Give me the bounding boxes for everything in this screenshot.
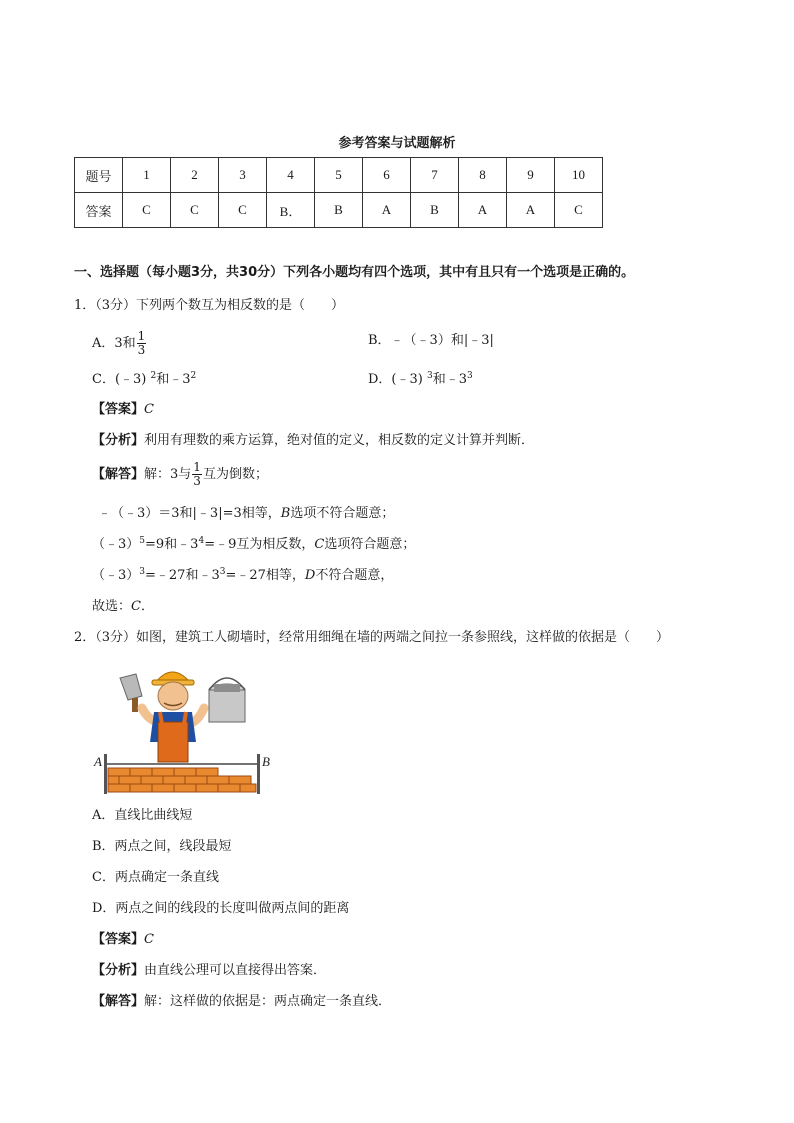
answer-table-answer: C xyxy=(171,193,219,228)
solution-text: =﹣27和﹣3 xyxy=(145,568,220,583)
solution-text: 不符合题意， xyxy=(315,568,394,583)
answer-table-answer: B xyxy=(315,193,363,228)
answer-table-answer: A xyxy=(459,193,507,228)
answer-table-answer: C xyxy=(555,193,603,228)
solution-text: （﹣3） xyxy=(92,568,140,583)
section-heading: 一、选择题（每小题3分，共30分）下列各小题均有四个选项，其中有且只有一个选项是正确的。 xyxy=(74,265,635,280)
exponent: 5 xyxy=(139,536,146,546)
question-1-solution-line-3 xyxy=(92,536,415,554)
question-2-answer xyxy=(92,931,154,949)
point-b-label: B xyxy=(262,754,270,769)
answer-table-number-row xyxy=(75,158,603,193)
bricklayer-illustration xyxy=(92,660,272,800)
fraction xyxy=(137,330,147,357)
question-1-solution-line-2 xyxy=(98,505,394,523)
question-1-answer xyxy=(92,401,154,419)
answer-table-number: 9 xyxy=(507,158,555,193)
question-2-option-c: C．两点确定一条直线 xyxy=(92,870,219,885)
solution-text: 选项不符合题意； xyxy=(290,506,395,521)
answer-table-header-label: 题号 xyxy=(75,158,123,193)
answer-table-number: 8 xyxy=(459,158,507,193)
question-1-solution-line-1 xyxy=(92,461,268,488)
exponent: 3 xyxy=(426,371,433,381)
answer-table xyxy=(74,157,603,228)
option-d-base: D．(﹣3) xyxy=(368,372,427,387)
answer-tag: 【答案】 xyxy=(92,402,145,417)
question-1-option-c xyxy=(92,371,196,389)
solution-text: 互为倒数； xyxy=(202,467,268,482)
exponent: 3 xyxy=(219,567,226,577)
question-1-option-a xyxy=(92,330,147,357)
option-letter: B xyxy=(280,506,291,521)
question-1-option-b: B．﹣（﹣3）和|﹣3| xyxy=(368,333,494,348)
option-a-text: A．3和 xyxy=(92,336,136,351)
answer-value: C xyxy=(144,932,154,947)
question-2-option-a: A．直线比曲线短 xyxy=(92,808,193,823)
question-1-option-d xyxy=(368,371,473,389)
answer-table-answer: B． xyxy=(267,193,315,228)
solution-tag: 【解答】 xyxy=(92,467,145,482)
answer-table-answer: C xyxy=(219,193,267,228)
fraction-denominator: 3 xyxy=(193,474,201,488)
question-2-option-d: D．两点之间的线段的长度叫做两点间的距离 xyxy=(92,901,350,916)
solution-text: 解：这样做的依据是：两点确定一条直线． xyxy=(144,994,392,1009)
analysis-tag: 【分析】 xyxy=(92,963,145,978)
solution-text: ﹣（﹣3）＝3和|﹣3|=3相等， xyxy=(98,506,281,521)
solution-text: =﹣9互为相反数， xyxy=(204,537,315,552)
final-text: 故选： xyxy=(92,599,132,614)
fraction-denominator: 3 xyxy=(137,343,146,357)
solution-text: 选项符合题意； xyxy=(324,537,416,552)
answer-tag: 【答案】 xyxy=(92,932,145,947)
analysis-tag: 【分析】 xyxy=(92,433,145,448)
answer-table-answer: A xyxy=(363,193,411,228)
solution-text: =﹣27相等， xyxy=(225,568,305,583)
solution-text: （﹣3） xyxy=(92,537,140,552)
answer-value: C xyxy=(144,402,154,417)
exponent: 2 xyxy=(150,371,157,381)
answer-table-number: 2 xyxy=(171,158,219,193)
fraction-numerator: 1 xyxy=(137,329,146,343)
exponent: 2 xyxy=(190,371,197,381)
question-1-analysis xyxy=(92,432,534,450)
solution-text: =9和﹣3 xyxy=(145,537,199,552)
fraction-numerator: 1 xyxy=(193,460,201,474)
answer-table-number: 3 xyxy=(219,158,267,193)
answer-table-number: 7 xyxy=(411,158,459,193)
question-2-stem: 2．（3分）如图，建筑工人砌墙时，经常用细绳在墙的两端之间拉一条参照线，这样做的依据是（ ） xyxy=(74,630,670,645)
exponent: 3 xyxy=(467,371,473,381)
question-2-option-b: B．两点之间，线段最短 xyxy=(92,839,232,854)
question-1-solution-line-4 xyxy=(92,567,393,585)
page-title: 参考答案与试题解析 xyxy=(338,136,456,151)
option-letter: C xyxy=(131,599,141,614)
option-c-mid: 和﹣3 xyxy=(156,372,191,387)
question-1-stem: 1．（3分）下列两个数互为相反数的是（ ） xyxy=(74,298,345,313)
bricklayer-figure xyxy=(92,660,272,800)
exponent: 3 xyxy=(139,567,146,577)
answer-table-number: 6 xyxy=(363,158,411,193)
final-text: ． xyxy=(140,599,154,614)
exponent: 4 xyxy=(198,536,205,546)
option-c-base: C．(﹣3) xyxy=(92,372,151,387)
answer-table-answer-label: 答案 xyxy=(75,193,123,228)
answer-table-number: 4 xyxy=(267,158,315,193)
answer-table-answer: A xyxy=(507,193,555,228)
question-2-solution xyxy=(92,993,391,1011)
analysis-text: 利用有理数的乘方运算，绝对值的定义，相反数的定义计算并判断． xyxy=(144,433,535,448)
point-a-label: A xyxy=(94,754,102,769)
answer-table-number: 5 xyxy=(315,158,363,193)
solution-text: 解：3与 xyxy=(144,467,192,482)
answer-table-number: 10 xyxy=(555,158,603,193)
analysis-text: 由直线公理可以直接得出答案． xyxy=(144,963,327,978)
solution-tag: 【解答】 xyxy=(92,994,145,1009)
question-2-analysis xyxy=(92,962,326,980)
answer-table-answer: B xyxy=(411,193,459,228)
fraction xyxy=(192,461,202,488)
question-1-final-choice xyxy=(92,598,154,616)
option-d-mid: 和﹣3 xyxy=(432,372,467,387)
option-letter: D xyxy=(304,568,316,583)
answer-table-answer: C xyxy=(123,193,171,228)
option-letter: C xyxy=(314,537,325,552)
answer-table-number: 1 xyxy=(123,158,171,193)
answer-table-answer-row xyxy=(75,193,603,228)
